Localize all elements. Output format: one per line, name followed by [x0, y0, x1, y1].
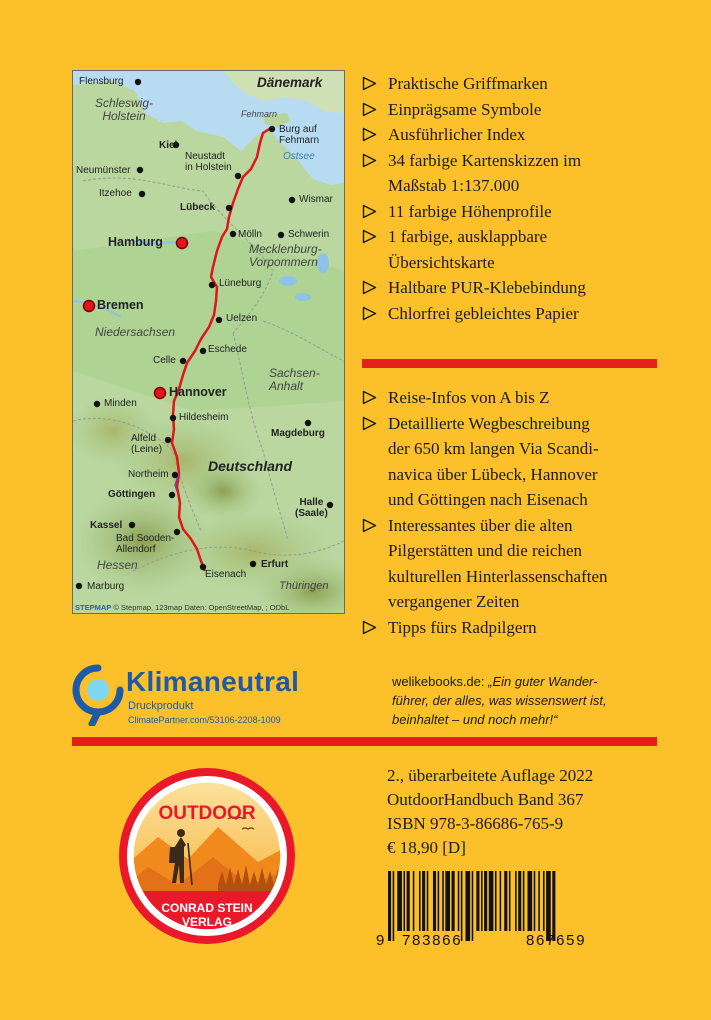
feature-bottom-item	[362, 513, 608, 615]
triangle-bullet-icon	[362, 127, 377, 142]
red-divider-full	[72, 737, 657, 746]
label-burg-auf-fehmarn: Burg auf Fehmarn	[279, 124, 320, 146]
barcode-bar	[427, 871, 429, 931]
map-credit	[75, 603, 289, 612]
label-kiel: Kiel	[159, 140, 178, 151]
stepmap-logo: STEPMAP	[75, 603, 112, 612]
barcode-bar	[452, 871, 455, 931]
barcode-bar	[388, 871, 391, 941]
barcode-digits-left: 783866	[402, 932, 463, 949]
series: OutdoorHandbuch Band 367	[387, 790, 584, 809]
barcode-bar	[419, 871, 421, 931]
barcode-bar	[472, 871, 474, 941]
label-northeim: Northeim	[128, 469, 169, 480]
feature-bottom-text: Tipps fürs Radpilgern	[388, 617, 537, 637]
barcode-bar	[484, 871, 487, 931]
label-ostsee: Ostsee	[283, 151, 315, 162]
barcode-bar	[393, 871, 395, 941]
label-fehmarn: Fehmarn	[241, 109, 278, 119]
quote-source: welikebooks.de:	[392, 674, 489, 689]
feature-top-text: Chlorfrei gebleichtes Papier	[388, 303, 579, 323]
barcode-bar	[404, 871, 406, 931]
label-celle: Celle	[153, 355, 176, 366]
barcode-bar	[500, 871, 502, 931]
barcode-digit-lead: 9	[376, 932, 387, 949]
barcode-bar	[481, 871, 483, 931]
feature-top-item	[362, 275, 586, 301]
badge-outdoor-text: OUTDOOR	[158, 803, 256, 824]
feature-bottom-item	[362, 615, 608, 641]
feature-top-item	[362, 148, 586, 199]
barcode-bar	[504, 871, 507, 931]
barcode-bar	[552, 871, 555, 941]
isbn: ISBN 978-3-86686-765-9	[387, 814, 564, 833]
review-quote	[392, 672, 662, 729]
barcode-bar	[466, 871, 471, 941]
feature-top-item	[362, 301, 586, 327]
label-deutschland: Deutschland	[208, 458, 293, 474]
label-hessen: Hessen	[97, 558, 138, 572]
label-schleswig-holstein: Schleswig- Holstein	[95, 96, 154, 123]
barcode-bar	[413, 871, 415, 931]
climate-partner-icon	[72, 664, 124, 726]
triangle-bullet-icon	[362, 416, 377, 431]
feature-top-text: Haltbare PUR-Klebebindung	[388, 278, 586, 297]
label-mecklenburg: Mecklenburg- Vorpommern	[249, 242, 322, 269]
feature-bottom-text: Interessantes über die alten Pilgerstätten und die reichen kulturellen Hinterlassenschaften vergangener Zeiten	[388, 515, 608, 611]
label-moelln: Mölln	[238, 229, 262, 240]
feature-top-item	[362, 199, 586, 225]
conrad-stein-outdoor-badge	[118, 767, 296, 945]
label-thueringen: Thüringen	[279, 580, 329, 592]
label-itzehoe: Itzehoe	[99, 188, 132, 199]
triangle-bullet-icon	[362, 306, 377, 321]
route-map	[72, 70, 345, 614]
badge-conrad-stein-text: CONRAD STEIN	[161, 901, 253, 915]
climate-partner-url: ClimatePartner.com/53106-2208-1009	[128, 715, 281, 725]
label-kassel: Kassel	[90, 520, 123, 531]
triangle-bullet-icon	[362, 76, 377, 91]
label-neustadt: Neustadt in Holstein	[185, 151, 232, 173]
label-magdeburg: Magdeburg	[271, 428, 325, 439]
feature-top-item	[362, 122, 586, 148]
triangle-bullet-icon	[362, 280, 377, 295]
label-sachsen-anhalt: Sachsen- Anhalt	[269, 366, 320, 393]
label-niedersachsen: Niedersachsen	[95, 325, 176, 339]
feature-list-top	[362, 71, 586, 326]
klimaneutral-logo	[72, 664, 352, 734]
klimaneutral-subtitle: Druckprodukt	[128, 700, 194, 712]
barcode-bar	[538, 871, 540, 931]
label-eschede: Eschede	[208, 344, 247, 355]
label-schwerin: Schwerin	[288, 229, 330, 240]
triangle-bullet-icon	[362, 204, 377, 219]
triangle-bullet-icon	[362, 229, 377, 244]
feature-top-text: 34 farbige Kartenskizzen im Maßstab 1:137.000	[388, 150, 582, 195]
feature-top-item	[362, 224, 586, 275]
feature-bottom-text: Reise-Infos von A bis Z	[388, 388, 550, 407]
barcode-bar	[528, 871, 533, 931]
label-lueneburg: Lüneburg	[219, 278, 262, 289]
klimaneutral-title: Klimaneutral	[126, 666, 300, 697]
label-bad-sooden: Bad Sooden- Allendorf	[116, 533, 175, 555]
feature-top-item	[362, 71, 586, 97]
label-hannover: Hannover	[169, 385, 227, 399]
label-neumuenster: Neumünster	[76, 165, 131, 176]
barcode-bar	[509, 871, 511, 931]
label-daenemark: Dänemark	[257, 75, 323, 90]
label-eisenach: Eisenach	[205, 569, 247, 580]
publication-info	[387, 764, 593, 860]
triangle-bullet-icon	[362, 153, 377, 168]
barcode-bar	[543, 871, 545, 931]
barcode-bar	[433, 871, 436, 931]
barcode-bar	[518, 871, 521, 931]
barcode-bar	[495, 871, 497, 931]
barcode-bar	[489, 871, 494, 931]
barcode-bar	[407, 871, 410, 931]
label-alfeld: Alfeld (Leine)	[131, 433, 163, 455]
badge-verlag-text: VERLAG	[181, 915, 233, 929]
barcode-digits-right: 867659	[526, 932, 587, 949]
quote-text: „Ein guter Wander- führer, der alles, was wissenswert ist, beinhaltet – und noch mehr!“	[392, 674, 607, 727]
feature-bottom-item	[362, 411, 608, 513]
label-wismar: Wismar	[299, 194, 333, 205]
label-uelzen: Uelzen	[226, 313, 258, 324]
triangle-bullet-icon	[362, 390, 377, 405]
barcode-bar	[458, 871, 460, 931]
feature-top-text: Praktische Griffmarken	[388, 74, 548, 93]
feature-top-text: Ausführlicher Index	[388, 125, 526, 144]
label-minden: Minden	[104, 398, 137, 409]
barcode-bar	[546, 871, 551, 941]
barcode-bar	[476, 871, 479, 931]
feature-bottom-text: Detaillierte Wegbeschreibung der 650 km langen Via Scandi- navica über Lübeck, Hannover und Göttingen nach Eisenach	[388, 413, 599, 509]
feature-bottom-item	[362, 385, 608, 411]
label-erfurt: Erfurt	[261, 559, 289, 570]
label-luebeck: Lübeck	[180, 202, 216, 213]
edition: 2., überarbeitete Auflage 2022	[387, 766, 594, 785]
label-hildesheim: Hildesheim	[179, 412, 229, 423]
triangle-bullet-icon	[362, 102, 377, 117]
red-divider-right	[362, 359, 657, 368]
label-marburg: Marburg	[87, 581, 125, 592]
feature-list-bottom	[362, 385, 608, 640]
barcode-bar	[397, 871, 402, 931]
label-bremen: Bremen	[97, 298, 144, 312]
feature-top-text: 11 farbige Höhenprofile	[388, 201, 552, 221]
barcode-bar	[523, 871, 525, 931]
barcode-bar	[461, 871, 463, 941]
triangle-bullet-icon	[362, 620, 377, 635]
feature-top-item	[362, 97, 586, 123]
price: € 18,90 [D]	[387, 838, 466, 857]
label-halle: Halle (Saale)	[295, 497, 328, 519]
barcode-bar	[422, 871, 425, 931]
label-hamburg: Hamburg	[108, 235, 163, 249]
feature-top-text: 1 farbige, ausklappbare Übersichtskarte	[388, 227, 548, 272]
barcode-bar	[438, 871, 440, 931]
barcode-bar	[534, 871, 536, 931]
barcode-bar	[445, 871, 450, 931]
label-goettingen: Göttingen	[108, 489, 156, 500]
triangle-bullet-icon	[362, 518, 377, 533]
barcode-bar	[442, 871, 444, 931]
map-credit-text: © Stepmap, 123map Daten: OpenStreetMap, ; ODbL	[113, 603, 290, 612]
barcode-bar	[515, 871, 517, 931]
feature-top-text: Einprägsame Symbole	[388, 99, 542, 119]
label-flensburg: Flensburg	[79, 76, 124, 87]
